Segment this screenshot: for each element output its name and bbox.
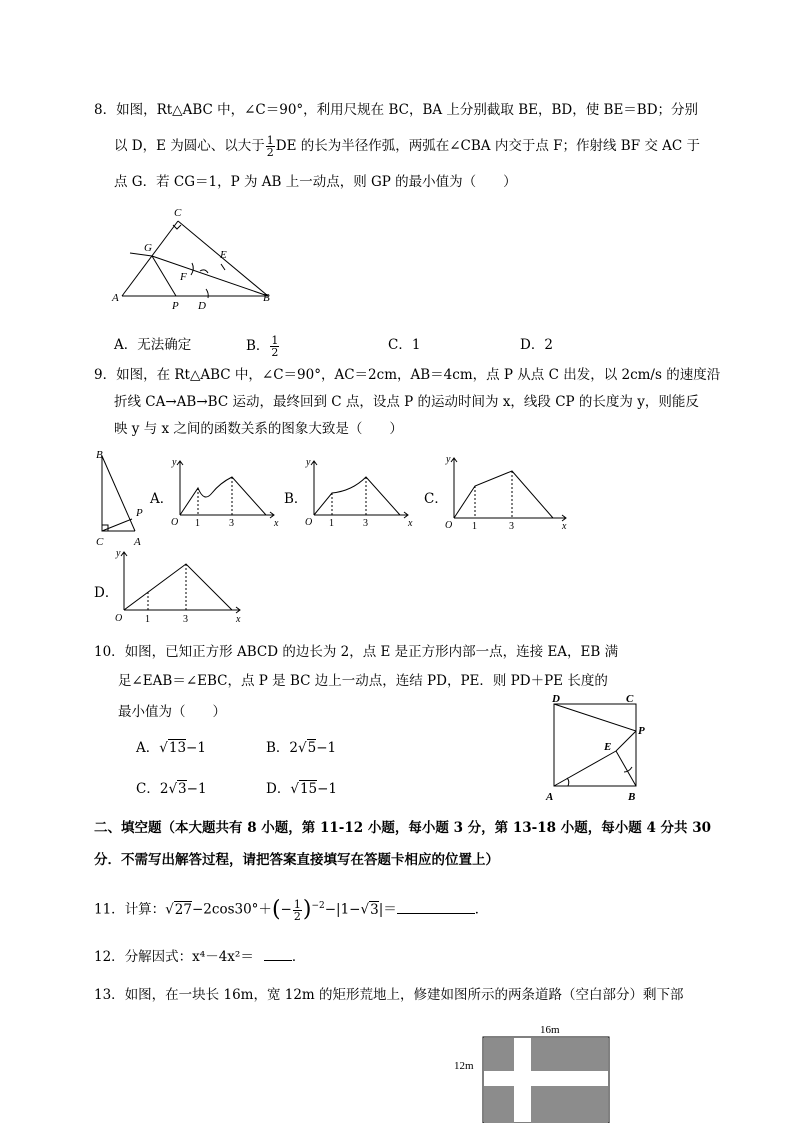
- svg-text:y: y: [306, 457, 311, 468]
- q13-width-label: 12m: [454, 1060, 474, 1072]
- q9-graph-a: [168, 455, 283, 530]
- q8-label-f: F: [180, 271, 187, 283]
- q9-option-d[interactable]: D．: [94, 585, 119, 601]
- svg-text:O: O: [115, 613, 123, 624]
- svg-text:3: 3: [183, 614, 188, 625]
- q10-option-b[interactable]: B．2√5−1: [266, 740, 337, 756]
- q10-label-d: D: [552, 693, 560, 705]
- q9-label-p: P: [136, 507, 143, 519]
- q10-label-a: A: [546, 791, 554, 803]
- q8-label-g: G: [144, 242, 152, 254]
- q8-option-a[interactable]: A．无法确定: [114, 337, 192, 353]
- q9-triangle-figure: [90, 446, 150, 550]
- q8-fraction: $\frac{1}{2}$: [266, 134, 274, 159]
- svg-text:x: x: [274, 518, 279, 529]
- q10-option-a[interactable]: A．√13−1: [136, 740, 206, 756]
- q9-option-b[interactable]: B．: [284, 491, 308, 507]
- svg-text:O: O: [305, 517, 313, 528]
- svg-text:x: x: [408, 518, 413, 529]
- q9-graph-d: [112, 546, 247, 626]
- q9-line1: 9．如图，在 Rt△ABC 中，∠C＝90°，AC＝2cm，AB＝4cm，点 P 从点 C 出发，以 2cm/s 的速度沿: [94, 367, 721, 383]
- q8-label-e: E: [220, 249, 227, 261]
- q11-line: 11．计算：√27−2cos30°＋(− $\frac{1}{2}$ )$^{-2}$−|1−√3|＝ ．: [94, 897, 489, 923]
- svg-text:1: 1: [195, 518, 200, 529]
- svg-text:y: y: [116, 548, 121, 559]
- q9-line3: 映 y 与 x 之间的函数关系的图象大致是（ ）: [114, 421, 403, 437]
- q10-line3: 最小值为（ ）: [118, 704, 226, 720]
- q10-option-d[interactable]: D．√15−1: [266, 781, 338, 797]
- svg-text:1: 1: [329, 518, 334, 529]
- svg-text:O: O: [445, 520, 453, 531]
- svg-text:y: y: [172, 457, 177, 468]
- q13-length-label: 16m: [540, 1024, 560, 1036]
- q10-label-b: B: [628, 791, 636, 803]
- q12-line: 12．分解因式：x⁴－4x²＝ ．: [94, 949, 306, 965]
- q10-label-c: C: [626, 693, 634, 705]
- q9-label-a: A: [134, 536, 141, 548]
- q8-label-b: B: [263, 292, 270, 304]
- q8-label-d: D: [198, 300, 206, 312]
- svg-text:x: x: [236, 614, 241, 625]
- q8-option-c[interactable]: C．1: [388, 337, 421, 353]
- svg-text:y: y: [446, 454, 451, 465]
- svg-text:O: O: [171, 517, 179, 528]
- q8-line2: 以 D，E 为圆心、以大于 $\frac{1}{2}$ DE 的长为半径作弧，两弧在∠CBA 内交于点 F；作射线 BF 交 AC 于: [114, 134, 701, 159]
- q10-line1: 10．如图，已知正方形 ABCD 的边长为 2，点 E 是正方形内部一点，连接 EA，EB 满: [94, 644, 619, 660]
- svg-text:3: 3: [509, 521, 514, 532]
- q12-answer-blank[interactable]: [264, 960, 292, 961]
- q8-option-d[interactable]: D．2: [520, 337, 553, 353]
- q9-option-c[interactable]: C．: [424, 491, 448, 507]
- svg-text:1: 1: [472, 521, 477, 532]
- svg-text:3: 3: [229, 518, 234, 529]
- q9-graph-b: [302, 455, 417, 530]
- q8-label-c: C: [174, 207, 182, 219]
- q9-line2: 折线 CA→AB→BC 运动，最终回到 C 点，设点 P 的运动时间为 x，线段 CP 的长度为 y，则能反: [114, 394, 699, 410]
- q10-label-e: E: [604, 741, 612, 753]
- section2-heading-line2: 分．不需写出解答过程，请把答案直接填写在答题卡相应的位置上）: [94, 852, 499, 868]
- svg-text:1: 1: [145, 614, 150, 625]
- q8-option-b[interactable]: B． $\frac{1}{2}$: [246, 334, 279, 359]
- q11-answer-blank[interactable]: [397, 913, 475, 914]
- section2-heading-line1: 二、填空题（本大题共有 8 小题，第 11-12 小题，每小题 3 分，第 13-18 小题，每小题 4 分共 30: [94, 820, 712, 836]
- q10-option-c[interactable]: C．2√3−1: [136, 781, 207, 797]
- q9-graph-c: [442, 452, 572, 532]
- q10-label-p: P: [638, 725, 645, 737]
- q9-label-b: B: [96, 449, 103, 461]
- q8-line3: 点 G．若 CG＝1，P 为 AB 上一动点，则 GP 的最小值为（ ）: [114, 174, 517, 190]
- q13-field-figure: [452, 1022, 617, 1123]
- svg-text:x: x: [562, 521, 567, 532]
- q9-option-a[interactable]: A．: [150, 491, 174, 507]
- q8-label-p: P: [172, 300, 179, 312]
- svg-text:3: 3: [363, 518, 368, 529]
- q8-triangle-figure: [110, 203, 280, 313]
- q9-label-c: C: [96, 536, 104, 548]
- q13-line: 13．如图，在一块长 16m，宽 12m 的矩形荒地上，修建如图所示的两条道路（空白部分）剩下部: [94, 987, 684, 1003]
- q8-line1: 8．如图，Rt△ABC 中，∠C＝90°，利用尺规在 BC，BA 上分别截取 BE，BD，使 BE＝BD；分别: [94, 102, 699, 118]
- q10-line2: 足∠EAB＝∠EBC，点 P 是 BC 边上一动点，连结 PD，PE．则 PD＋PE 长度的: [118, 673, 608, 689]
- q10-square-figure: [540, 690, 655, 805]
- q8-label-a: A: [112, 292, 119, 304]
